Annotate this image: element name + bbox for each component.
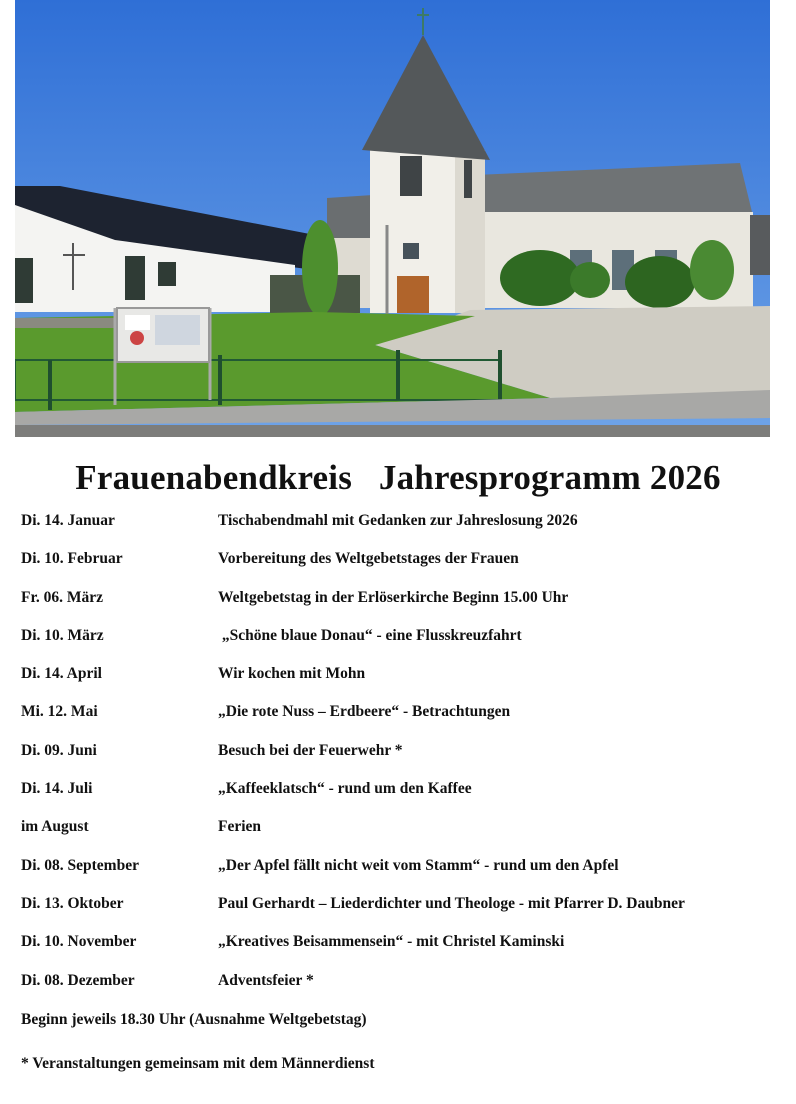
event-topic: Vorbereitung des Weltgebetstages der Frauen [218,550,519,568]
title-group-name: Frauenabendkreis [75,458,353,497]
event-date: im August [21,818,89,836]
start-time-note: Beginn jeweils 18.30 Uhr (Ausnahme Weltgebetstag) [21,1011,367,1028]
event-row [21,550,781,588]
event-date: Di. 13. Oktober [21,894,124,912]
church-photo [15,0,770,437]
event-topic: „Der Apfel fällt nicht weit vom Stamm“ - rund um den Apfel [218,856,619,874]
event-topic: „Schöne blaue Donau“ - eine Flusskreuzfahrt [218,626,522,644]
title-program-year: Jahresprogramm 2026 [378,458,721,497]
event-row [21,665,781,703]
event-date: Di. 08. Dezember [21,971,135,989]
event-date: Di. 08. September [21,856,139,874]
event-list [21,512,781,1010]
event-row [21,589,781,627]
event-date: Di. 10. Februar [21,550,123,568]
event-topic: Weltgebetstag in der Erlöserkirche Beginn 15.00 Uhr [218,588,569,606]
event-topic: Besuch bei der Feuerwehr * [218,741,403,759]
event-topic: „Kaffeeklatsch“ - rund um den Kaffee [218,780,472,798]
event-row [21,972,781,1010]
event-row [21,780,781,818]
event-row [21,512,781,550]
event-row [21,818,781,856]
event-topic: Adventsfeier * [218,971,314,989]
event-row [21,627,781,665]
event-date: Fr. 06. März [21,588,104,606]
event-row [21,742,781,780]
event-topic: Wir kochen mit Mohn [218,665,366,683]
event-topic: „Die rote Nuss – Erdbeere“ - Betrachtungen [218,703,511,721]
page-title [0,458,796,498]
event-row [21,895,781,933]
event-topic: Tischabendmahl mit Gedanken zur Jahreslosung 2026 [218,512,578,529]
event-date: Di. 10. März [21,626,104,644]
church-photo-icon [15,0,770,437]
event-date: Mi. 12. Mai [21,703,98,721]
event-date: Di. 14. April [21,665,102,683]
event-date: Di. 09. Juni [21,741,97,759]
event-date: Di. 14. Juli [21,780,93,798]
event-row [21,857,781,895]
event-row [21,933,781,971]
joint-events-note: * Veranstaltungen gemeinsam mit dem Männerdienst [21,1055,375,1072]
event-date: Di. 10. November [21,933,137,951]
event-topic: „Kreatives Beisammensein“ - mit Christel Kaminski [218,933,565,951]
event-topic: Paul Gerhardt – Liederdichter und Theologe - mit Pfarrer D. Daubner [218,894,685,912]
event-topic: Ferien [218,818,262,836]
event-date: Di. 14. Januar [21,512,115,529]
event-row [21,703,781,741]
